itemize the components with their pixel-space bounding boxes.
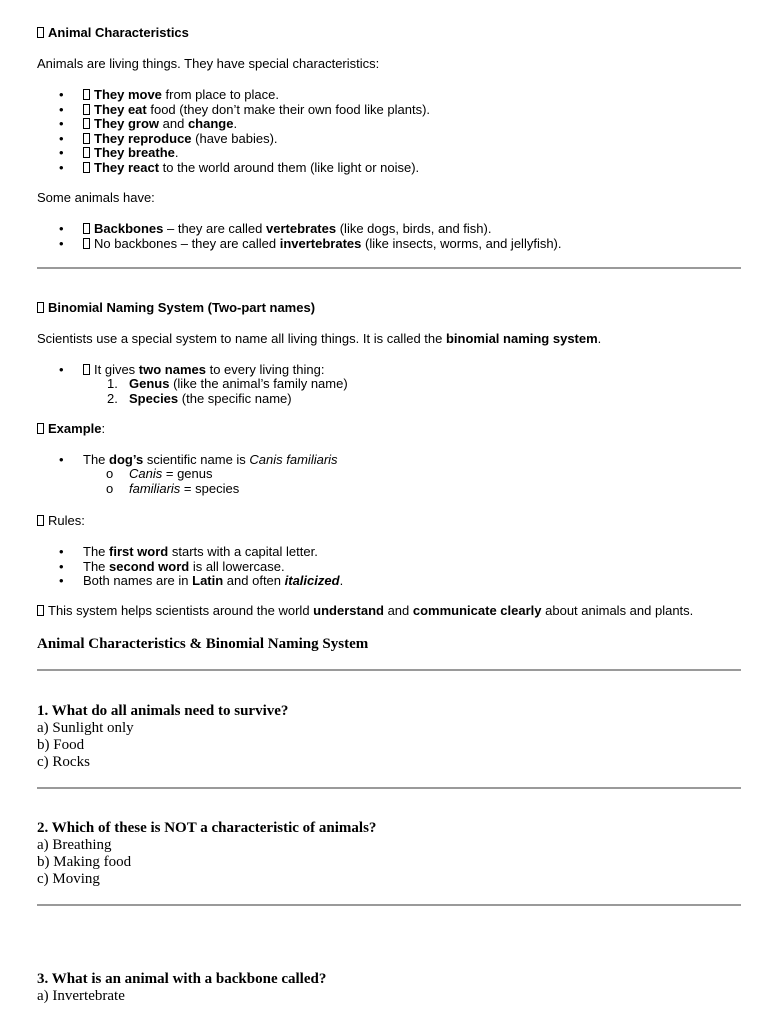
missing-glyph-icon: [83, 238, 90, 249]
missing-glyph-icon: [83, 89, 90, 100]
some-animals-have: Some animals have:: [37, 190, 155, 205]
section1-intro: Animals are living things. They have special characteristics:: [37, 56, 380, 71]
section1-title: Animal Characteristics: [37, 26, 189, 41]
list-item: • They reproduce (have babies).: [59, 130, 278, 146]
list-item: • The dog’s scientific name is Canis familiaris: [59, 452, 338, 467]
divider: [37, 669, 741, 671]
list-item: • They react to the world around them (like light or noise).: [59, 159, 420, 175]
section2-intro: Scientists use a special system to name all living things. It is called the binomial naming system.: [37, 331, 602, 346]
section2-title: Binomial Naming System (Two-part names): [37, 301, 315, 316]
list-item: • They grow and change.: [59, 116, 238, 131]
list-item: 2. Species (the specific name): [107, 390, 292, 406]
missing-glyph-icon: [83, 223, 90, 234]
list-item: • Backbones – they are called vertebrates (like dogs, birds, and fish).: [59, 221, 492, 236]
divider: [37, 267, 741, 269]
missing-glyph-icon: [83, 118, 90, 129]
question-text: 2. Which of these is NOT a characteristic of animals?: [37, 820, 377, 836]
missing-glyph-icon: [37, 423, 44, 434]
list-item: • The first word starts with a capital letter.: [59, 544, 318, 559]
list-item: • It gives two names to every living thing:: [59, 362, 325, 377]
answer-option: b) Food: [37, 737, 85, 753]
missing-glyph-icon: [83, 147, 90, 158]
missing-glyph-icon: [83, 364, 90, 375]
missing-glyph-icon: [37, 302, 44, 313]
answer-option: a) Invertebrate: [37, 988, 125, 1004]
missing-glyph-icon: [37, 27, 44, 38]
backbone-list: [37, 222, 741, 251]
missing-glyph-icon: [83, 133, 90, 144]
question-3: [37, 971, 326, 1005]
list-item: • They move from place to place.: [59, 87, 279, 102]
list-item: • They breathe.: [59, 145, 179, 160]
question-text: 3. What is an animal with a backbone called?: [37, 971, 327, 987]
list-item: o familiaris = species: [106, 480, 240, 496]
names-ordered-list: [37, 377, 741, 406]
missing-glyph-icon: [83, 104, 90, 115]
example-parts-list: [37, 467, 741, 496]
answer-option: a) Sunlight only: [37, 720, 134, 736]
closing-paragraph: This system helps scientists around the world understand and communicate clearly about animals and plants.: [37, 604, 693, 619]
missing-glyph-icon: [37, 605, 44, 616]
divider: [37, 787, 741, 789]
rules-label: Rules:: [37, 514, 85, 529]
example-label: Example:: [37, 422, 105, 437]
question-2: [37, 820, 376, 888]
answer-option: b) Making food: [37, 854, 132, 870]
list-item: • The second word is all lowercase.: [59, 558, 285, 574]
answer-option: c) Rocks: [37, 754, 90, 770]
list-item: o Canis = genus: [106, 466, 213, 481]
missing-glyph-icon: [83, 162, 90, 173]
traits-list: [37, 88, 741, 175]
missing-glyph-icon: [37, 515, 44, 526]
list-item: • No backbones – they are called invertebrates (like insects, worms, and jellyfish).: [59, 235, 562, 251]
list-item: • They eat food (they don’t make their own food like plants).: [59, 101, 431, 117]
list-item: • Both names are in Latin and often italicized.: [59, 573, 344, 588]
question-text: 1. What do all animals need to survive?: [37, 703, 289, 719]
list-item: 1. Genus (like the animal’s family name): [107, 376, 348, 391]
answer-option: a) Breathing: [37, 837, 112, 853]
question-1: [37, 703, 288, 771]
answer-option: c) Moving: [37, 871, 100, 887]
divider: [37, 904, 741, 906]
quiz-heading: Animal Characteristics & Binomial Naming System: [37, 636, 369, 652]
rules-list: [37, 545, 741, 589]
